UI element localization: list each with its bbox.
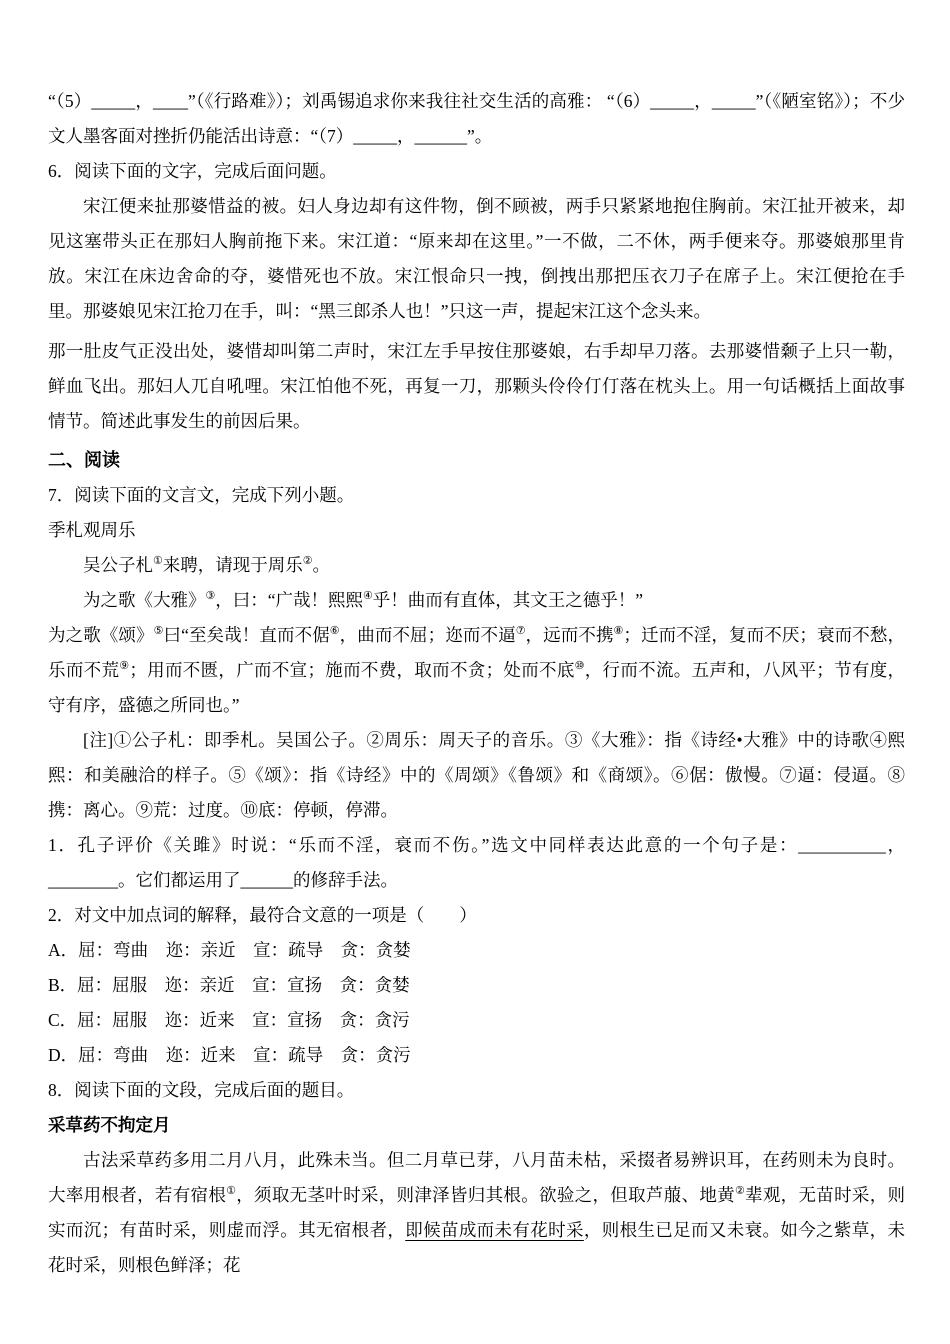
q7-notes: [注]①公子札：即季札。吴国公子。②周乐：周天子的音乐。③《大雅》：指《诗经•大雅》中的诗歌④熙熙：和美融洽的样子。⑤《颂》：指《诗经》中的《周颂》《鲁颂》和《商颂》。⑥倨：傲慢。⑦逼：侵逼。⑧携：离心。⑨荒：过度。⑩底：停顿，停滞。: [48, 730, 905, 820]
fill-blank-line: “（5）_____，____”（《行路难》）；刘禹锡追求你来我往社交生活的高雅： “（6）_____，_____”（《陋室铭》）；不少文人墨客面对挫折仍能活出诗意：“（7）_____，______”。: [48, 91, 905, 146]
note-ref-2: ②: [302, 555, 313, 568]
option-a: A．屈：弯曲 迩：亲近 宣：疏导 贪：贪婪: [48, 940, 411, 960]
option-c: C．屈：屈服 迩：近来 宣：宣扬 贪：贪污: [48, 1010, 410, 1030]
note-ref-12: ②: [734, 1185, 746, 1198]
q6-passage-para2: 那一肚皮气正没出处，婆惜却叫第二声时，宋江左手早按住那婆娘，右手却早刀落。去那婆惜颡子上只一勒，鲜血飞出。那妇人兀自吼哩。宋江怕他不死，再复一刀，那颗头伶伶仃仃落在枕头上。用一句话概括上面故事情节。简述此事发生的前因后果。: [48, 341, 905, 431]
note-ref-3: ③: [205, 590, 216, 603]
text-segment: 为之歌《颂》: [48, 625, 154, 645]
q7-sub-question-2: 2．对文中加点词的解释，最符合文意的一项是（ ）: [48, 905, 477, 925]
q7-passage-title: 季札观周乐: [48, 520, 136, 540]
text-segment: ，则根生已足而又未衰。如今之紫草，未花时采，则根色鲜泽；花: [48, 1220, 906, 1275]
q6-prompt: 6．阅读下面的文字，完成后面问题。: [48, 161, 337, 181]
note-ref-8: ⑧: [613, 625, 624, 638]
q7-sub-question-1: 1．孔子评价《关雎》时说：“乐而不淫，衰而不伤。”选文中同样表达此意的一个句子是：__________，________。它们都运用了______的修辞手法。: [48, 835, 905, 890]
note-ref-9: ⑨: [119, 660, 130, 673]
text-segment: ；用而不匮，广而不宣；施而不费，取而不贪；处而不底: [129, 660, 575, 680]
text-segment: ，行而不流。五声和，八风平；节有度，守有序，盛德之所同也。”: [48, 660, 906, 715]
text-segment: 。: [312, 555, 330, 575]
text-segment: ，曲而不屈；迩而不逼: [339, 625, 516, 645]
q8-passage-title: 采草药不拘定月: [48, 1115, 171, 1135]
text-segment: 吴公子札: [83, 555, 153, 575]
section-2-heading: 二、阅读: [48, 450, 120, 470]
note-ref-4: ④: [363, 590, 373, 603]
text-segment: 曰“至矣哉！直而不倨: [163, 625, 330, 645]
text-segment: 来聘，请现于周乐: [162, 555, 303, 575]
q8-passage-para: [48, 1143, 905, 1283]
note-ref-6: ⑥: [329, 625, 340, 638]
underlined-phrase: 即候苗成而未有花时采: [405, 1220, 584, 1240]
note-ref-1: ①: [153, 555, 163, 568]
note-ref-10: ⑩: [574, 660, 585, 673]
option-b: B．屈：屈服 迩：亲近 宣：宣扬 贪：贪婪: [48, 975, 410, 995]
text-segment: ；迁而不淫，复而不厌；衰而不愁，乐而不荒: [48, 625, 905, 680]
q7-prompt: 7．阅读下面的文言文，完成下列小题。: [48, 485, 355, 505]
q8-prompt: 8．阅读下面的文段，完成后面的题目。: [48, 1080, 355, 1100]
text-segment: ，远而不携: [525, 625, 614, 645]
q7-passage-para3: [48, 618, 905, 723]
note-ref-11: ①: [226, 1185, 237, 1198]
text-segment: 古法采草药多用二月八月，此殊未当。但二月草已芽，八月苗未枯，采掇者易辨识耳，在药则未为良时。大率用根者，若有宿根: [48, 1150, 905, 1205]
option-d: D．屈：弯曲 迩：近来 宣：疏导 贪：贪污: [48, 1045, 411, 1065]
text-segment: 为之歌《大雅》: [83, 590, 206, 610]
text-segment: 辈观，无苗时采，则实而沉；有苗时采，则虚而浮。其无宿根者，: [48, 1185, 906, 1240]
q7-passage-para2: [48, 583, 905, 618]
q7-passage-para1: [48, 548, 905, 583]
text-segment: ，曰：“广哉！熙熙: [215, 590, 364, 610]
text-segment: ，须取无茎叶时采，则津泽皆归其根。欲验之，但取芦菔、地黄: [236, 1185, 735, 1205]
note-ref-7: ⑦: [515, 625, 526, 638]
note-ref-5: ⑤: [153, 625, 164, 638]
text-segment: 乎！曲而有直体，其文王之德乎！”: [372, 590, 644, 610]
q6-passage-para1: 宋江便来扯那婆惜益的被。妇人身边却有这件物，倒不顾被，两手只紧紧地抱住胸前。宋江扯开被来，却见这塞带头正在那妇人胸前拖下来。宋江道：“原来却在这里。”一不做，二不休，两手便来夺。那婆娘那里肯放。宋江在床边舍命的夺，婆惜死也不放。宋江恨命只一拽，倒拽出那把压衣刀子在席子上。宋江便抢在手里。那婆娘见宋江抢刀在手，叫：“黑三郎杀人也！”只这一声，提起宋江这个念头来。: [48, 196, 905, 321]
